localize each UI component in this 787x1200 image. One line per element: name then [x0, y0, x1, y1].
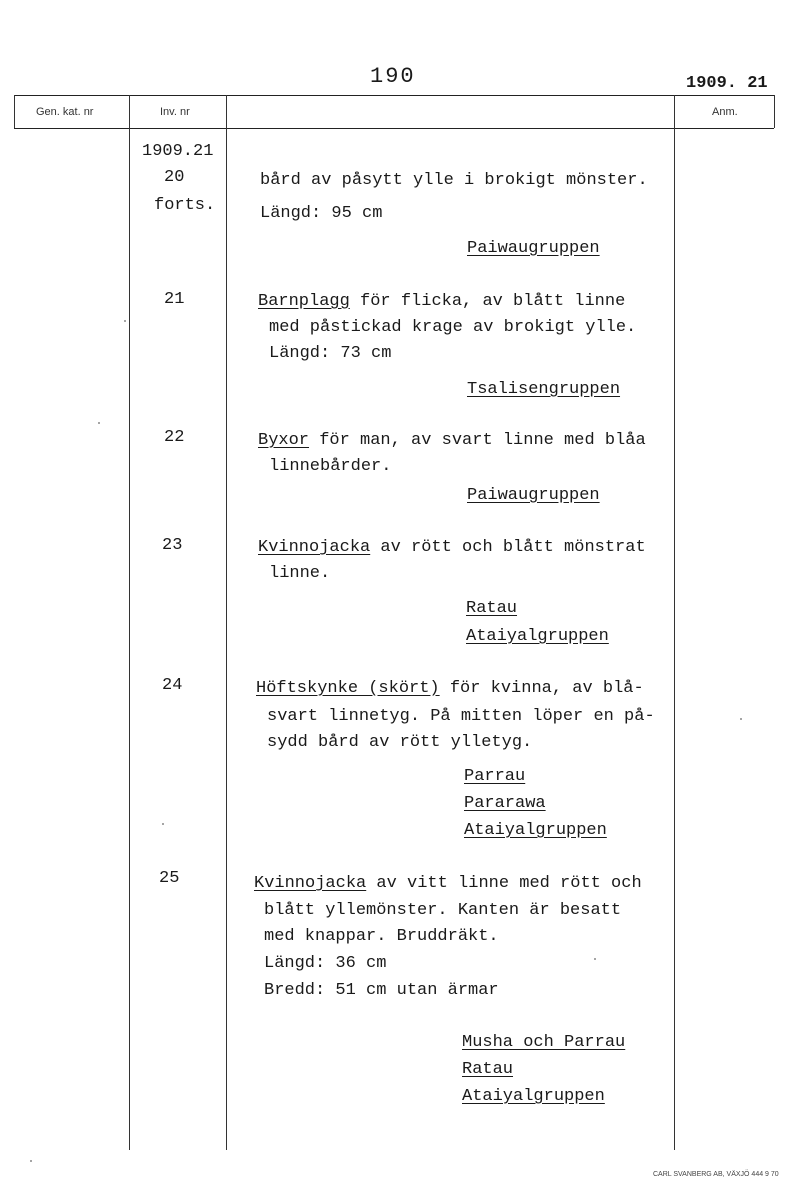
entry-25-description: av vitt linne med rött och [376, 874, 642, 893]
header-gen-kat-nr: Gen. kat. nr [36, 106, 94, 118]
entry-20-length: Längd: 95 cm [260, 204, 383, 223]
entry-24-line-1 [256, 679, 644, 698]
entry-21-length: Längd: 73 cm [269, 344, 392, 363]
right-border [774, 95, 775, 128]
printer-imprint: CARL SVANBERG AB, VÄXJÖ 444 9 70 [653, 1171, 779, 1178]
scan-speck [124, 320, 126, 322]
entry-23-line-1 [258, 538, 646, 557]
left-border [14, 95, 15, 128]
entry-24-group-1: Parrau [464, 767, 526, 786]
inv-number-23: 23 [162, 536, 183, 555]
entry-22-line-2: linnebårder. [269, 457, 392, 476]
entry-23-description: av rött och blått mönstrat [380, 538, 646, 557]
entry-20-line-1: bård av påsytt ylle i brokigt mönster. [260, 171, 648, 190]
entry-25-term: Kvinnojacka [254, 874, 367, 893]
entry-24-line-3: sydd bård av rött ylletyg. [267, 733, 533, 752]
entry-25-group-2: Ratau [462, 1060, 514, 1079]
catalog-number-header: 1909. 21 [686, 74, 768, 93]
inv-number-22: 22 [164, 428, 185, 447]
entry-21-line-1 [258, 292, 625, 311]
scan-speck [162, 823, 164, 825]
entry-25-group-1: Musha och Parrau [462, 1033, 626, 1052]
entry-24-description: för kvinna, av blå- [449, 679, 644, 698]
entry-21-group: Tsalisengruppen [467, 380, 621, 399]
inv-number-24: 24 [162, 676, 183, 695]
entry-24-line-2: svart linnetyg. På mitten löper en på- [267, 707, 655, 726]
entry-25-length: Längd: 36 cm [264, 954, 387, 973]
header-inv-nr: Inv. nr [160, 106, 190, 118]
entry-22-term: Byxor [258, 431, 310, 450]
entry-23-line-2: linne. [269, 564, 331, 583]
entry-25-line-1 [254, 874, 642, 893]
entry-24-term: Höftskynke (skört) [256, 679, 440, 698]
column-divider-inv [226, 95, 227, 1150]
entry-23-group-2: Ataiyalgruppen [466, 627, 609, 646]
entry-24-group-3: Ataiyalgruppen [464, 821, 607, 840]
entry-25-width: Bredd: 51 cm utan ärmar [264, 981, 499, 1000]
column-divider-anm [674, 95, 675, 1150]
entry-22-line-1 [258, 431, 646, 450]
entry-21-term: Barnplagg [258, 292, 350, 311]
entry-23-group-1: Ratau [466, 599, 518, 618]
entry-21-description: för flicka, av blått linne [360, 292, 626, 311]
inv-number-25: 25 [159, 869, 180, 888]
inv-number-20: 20 [164, 168, 185, 187]
column-divider-gen [129, 95, 130, 1150]
scan-speck [98, 422, 100, 424]
entry-20-group: Paiwaugruppen [467, 239, 600, 258]
entry-22-group: Paiwaugruppen [467, 486, 600, 505]
scan-speck [594, 958, 596, 960]
scan-speck [30, 1160, 32, 1162]
scan-speck [740, 718, 742, 720]
inv-year-label: 1909.21 [142, 142, 214, 161]
entry-25-group-3: Ataiyalgruppen [462, 1087, 605, 1106]
header-bottom-rule [14, 128, 774, 129]
continued-label: forts. [154, 196, 216, 215]
header-top-rule [14, 95, 774, 96]
entry-25-line-2: blått yllemönster. Kanten är besatt [264, 901, 622, 920]
page-number: 190 [370, 64, 416, 89]
entry-22-description: för man, av svart linne med blåa [319, 431, 646, 450]
entry-23-term: Kvinnojacka [258, 538, 371, 557]
entry-24-group-2: Pararawa [464, 794, 546, 813]
entry-21-line-2: med påstickad krage av brokigt ylle. [269, 318, 637, 337]
entry-25-line-3: med knappar. Bruddräkt. [264, 927, 499, 946]
header-anm: Anm. [712, 106, 738, 118]
inv-number-21: 21 [164, 290, 185, 309]
